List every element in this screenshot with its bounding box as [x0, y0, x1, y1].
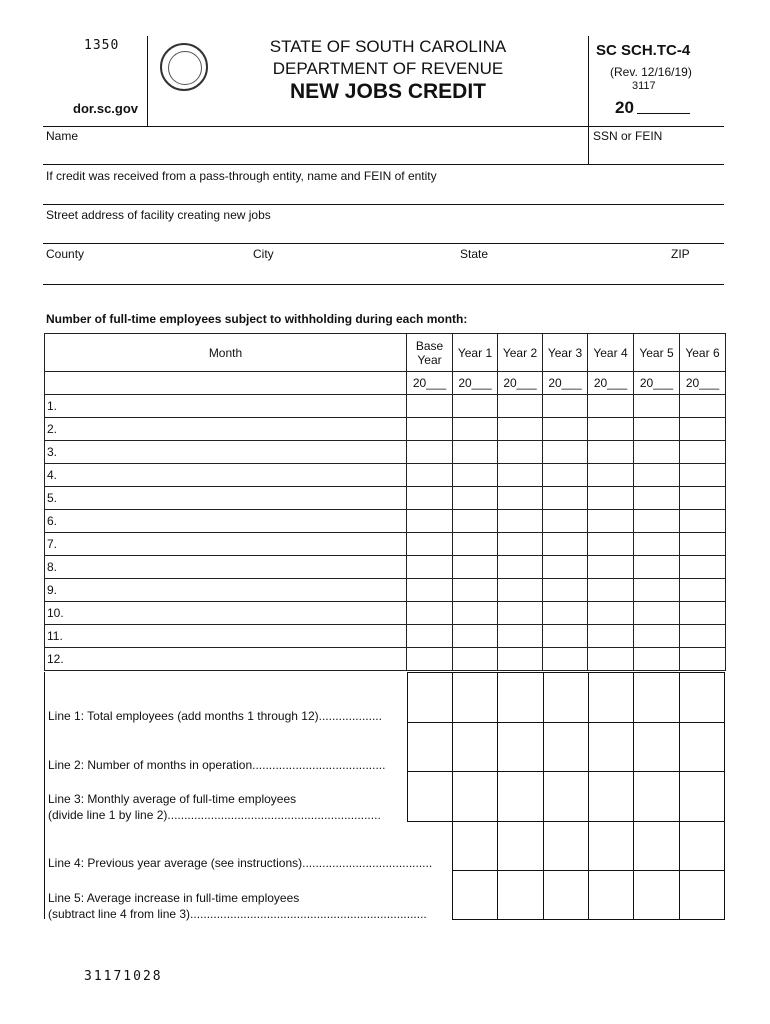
- month-value-cell[interactable]: [453, 648, 498, 671]
- header-divider-left: [147, 36, 148, 126]
- year-3-header: Year 3: [543, 334, 588, 372]
- month-value-cell[interactable]: [543, 418, 588, 441]
- street-field-line[interactable]: [43, 243, 724, 244]
- month-value-cell[interactable]: [588, 556, 634, 579]
- zip-label: ZIP: [671, 247, 690, 261]
- summary-row-line: [407, 771, 725, 772]
- state-label: State: [460, 247, 489, 261]
- year-5-header: Year 5: [634, 334, 680, 372]
- month-value-cell[interactable]: [680, 487, 726, 510]
- month-value-cell[interactable]: [680, 556, 726, 579]
- month-value-cell[interactable]: [407, 648, 453, 671]
- summary-col-line: [633, 672, 634, 919]
- year-2-header: Year 2: [498, 334, 543, 372]
- revision-date: (Rev. 12/16/19): [610, 65, 692, 79]
- pass-through-label: If credit was received from a pass-through entity, name and FEIN of entity: [46, 169, 437, 183]
- month-value-cell[interactable]: [453, 533, 498, 556]
- month-label: 7.: [45, 533, 407, 556]
- month-label: 3.: [45, 441, 407, 464]
- line-3-label: Line 3: Monthly average of full-time employees: [48, 792, 297, 806]
- summary-top-border: [407, 672, 725, 673]
- summary-col-divider-b: [452, 672, 453, 919]
- month-value-cell[interactable]: [634, 533, 680, 556]
- month-value-cell[interactable]: [407, 441, 453, 464]
- summary-row-line: [452, 919, 725, 920]
- month-value-cell[interactable]: [453, 464, 498, 487]
- month-value-cell[interactable]: [407, 579, 453, 602]
- state-name: STATE OF SOUTH CAROLINA: [269, 37, 507, 56]
- month-value-cell[interactable]: [680, 510, 726, 533]
- year-1-header: Year 1: [453, 334, 498, 372]
- name-label: Name: [46, 129, 79, 143]
- month-value-cell[interactable]: [634, 579, 680, 602]
- month-value-cell[interactable]: [453, 418, 498, 441]
- summary-row-line: [407, 821, 725, 822]
- month-label: 6.: [45, 510, 407, 533]
- month-value-cell[interactable]: [498, 579, 543, 602]
- month-row: [45, 441, 726, 464]
- month-label: 9.: [45, 579, 407, 602]
- month-value-cell[interactable]: [543, 579, 588, 602]
- summary-col-line: [543, 672, 544, 919]
- month-row: [45, 464, 726, 487]
- month-value-cell[interactable]: [453, 487, 498, 510]
- header-divider-right: [588, 36, 589, 126]
- month-value-cell[interactable]: [407, 418, 453, 441]
- base-year-header: Base Year: [407, 334, 453, 372]
- month-label: 8.: [45, 556, 407, 579]
- month-value-cell[interactable]: [407, 602, 453, 625]
- ssn-fein-label: SSN or FEIN: [593, 129, 663, 143]
- month-value-cell[interactable]: [634, 648, 680, 671]
- month-value-cell[interactable]: [680, 648, 726, 671]
- name-field-line[interactable]: [43, 164, 724, 165]
- month-label: 10.: [45, 602, 407, 625]
- month-label: 12.: [45, 648, 407, 671]
- month-label: 4.: [45, 464, 407, 487]
- form-code: 1350: [84, 38, 120, 53]
- state-seal-icon: [160, 43, 208, 91]
- month-value-cell[interactable]: [498, 487, 543, 510]
- month-row: [45, 487, 726, 510]
- month-value-cell[interactable]: [634, 487, 680, 510]
- month-value-cell[interactable]: [588, 487, 634, 510]
- line-1-label: Line 1: Total employees (add months 1 through 12)...................: [48, 709, 382, 723]
- city-label: City: [253, 247, 274, 261]
- summary-col-line: [679, 672, 680, 919]
- month-value-cell[interactable]: [588, 579, 634, 602]
- month-value-cell[interactable]: [588, 602, 634, 625]
- pass-through-field-line[interactable]: [43, 204, 724, 205]
- ssn-divider: [588, 126, 589, 164]
- month-value-cell[interactable]: [407, 533, 453, 556]
- month-value-cell[interactable]: [634, 464, 680, 487]
- summary-left-border: [44, 672, 45, 919]
- month-row: [45, 533, 726, 556]
- month-value-cell[interactable]: [588, 418, 634, 441]
- month-value-cell[interactable]: [498, 648, 543, 671]
- month-value-cell[interactable]: [453, 510, 498, 533]
- barcode-number: 31171028: [84, 969, 163, 984]
- month-row: [45, 602, 726, 625]
- month-value-cell[interactable]: [543, 648, 588, 671]
- summary-row-line: [407, 722, 725, 723]
- month-value-cell[interactable]: [680, 533, 726, 556]
- summary-row-line: [452, 870, 725, 871]
- year-blank-5[interactable]: 20___: [634, 372, 680, 395]
- tax-year-blank[interactable]: [637, 113, 690, 114]
- year-blank-2[interactable]: 20___: [498, 372, 543, 395]
- month-value-cell[interactable]: [588, 464, 634, 487]
- month-label: 11.: [45, 625, 407, 648]
- month-value-cell[interactable]: [543, 464, 588, 487]
- month-value-cell[interactable]: [634, 441, 680, 464]
- month-value-cell[interactable]: [498, 625, 543, 648]
- year-4-header: Year 4: [588, 334, 634, 372]
- table-heading: Number of full-time employees subject to withholding during each month:: [46, 312, 468, 326]
- month-label: 2.: [45, 418, 407, 441]
- revision-number: 3117: [632, 80, 656, 92]
- line-5-sublabel: (subtract line 4 from line 3).......................................................................: [48, 907, 427, 921]
- month-value-cell[interactable]: [680, 464, 726, 487]
- month-label: 1.: [45, 395, 407, 418]
- month-value-cell[interactable]: [498, 510, 543, 533]
- month-label: 5.: [45, 487, 407, 510]
- address-field-line[interactable]: [43, 284, 724, 285]
- month-value-cell[interactable]: [588, 648, 634, 671]
- year-blank-row: [45, 372, 726, 395]
- header-bottom-rule: [43, 126, 724, 127]
- month-row: [45, 418, 726, 441]
- website: dor.sc.gov: [73, 101, 139, 116]
- month-value-cell[interactable]: [498, 441, 543, 464]
- year-6-header: Year 6: [680, 334, 726, 372]
- month-row: [45, 510, 726, 533]
- month-value-cell[interactable]: [634, 418, 680, 441]
- month-value-cell[interactable]: [634, 556, 680, 579]
- year-blank-3[interactable]: 20___: [543, 372, 588, 395]
- month-value-cell[interactable]: [407, 625, 453, 648]
- department-name: DEPARTMENT OF REVENUE: [272, 59, 504, 78]
- month-value-cell[interactable]: [543, 625, 588, 648]
- month-value-cell[interactable]: [543, 556, 588, 579]
- month-value-cell[interactable]: [407, 556, 453, 579]
- line-2-label: Line 2: Number of months in operation........................................: [48, 758, 386, 772]
- month-value-cell[interactable]: [634, 395, 680, 418]
- tax-year-prefix: 20: [615, 98, 634, 117]
- month-value-cell[interactable]: [588, 625, 634, 648]
- month-value-cell[interactable]: [407, 487, 453, 510]
- month-value-cell[interactable]: [453, 395, 498, 418]
- month-value-cell[interactable]: [543, 395, 588, 418]
- month-value-cell[interactable]: [543, 441, 588, 464]
- line-4-label: Line 4: Previous year average (see instructions).......................................: [48, 856, 433, 870]
- form-id: SC SCH.TC-4: [596, 42, 691, 59]
- year-blank-1[interactable]: 20___: [453, 372, 498, 395]
- month-value-cell[interactable]: [498, 556, 543, 579]
- line-5-label: Line 5: Average increase in full-time employees: [48, 891, 300, 905]
- county-label: County: [46, 247, 85, 261]
- month-value-cell[interactable]: [634, 602, 680, 625]
- summary-col-line: [588, 672, 589, 919]
- month-value-cell[interactable]: [543, 510, 588, 533]
- month-value-cell[interactable]: [680, 602, 726, 625]
- summary-col-divider-a: [407, 672, 408, 822]
- month-row: [45, 556, 726, 579]
- summary-col-line: [724, 672, 725, 919]
- month-row: [45, 625, 726, 648]
- month-row: [45, 579, 726, 602]
- month-value-cell[interactable]: [453, 602, 498, 625]
- month-value-cell[interactable]: [498, 602, 543, 625]
- month-value-cell[interactable]: [680, 625, 726, 648]
- month-value-cell[interactable]: [634, 510, 680, 533]
- month-value-cell[interactable]: [680, 395, 726, 418]
- month-value-cell[interactable]: [543, 533, 588, 556]
- month-value-cell[interactable]: [588, 533, 634, 556]
- year-blank-4[interactable]: 20___: [588, 372, 634, 395]
- year-blank-base[interactable]: 20___: [407, 372, 453, 395]
- month-value-cell[interactable]: [453, 441, 498, 464]
- month-value-cell[interactable]: [543, 487, 588, 510]
- employee-count-table: [44, 333, 726, 671]
- month-value-cell[interactable]: [498, 464, 543, 487]
- month-row: [45, 648, 726, 671]
- month-value-cell[interactable]: [453, 556, 498, 579]
- month-value-cell[interactable]: [588, 395, 634, 418]
- month-header: Month: [45, 334, 407, 372]
- month-value-cell[interactable]: [498, 533, 543, 556]
- month-row: [45, 395, 726, 418]
- month-value-cell[interactable]: [680, 579, 726, 602]
- month-value-cell[interactable]: [588, 510, 634, 533]
- month-value-cell[interactable]: [680, 418, 726, 441]
- month-value-cell[interactable]: [407, 395, 453, 418]
- month-value-cell[interactable]: [407, 464, 453, 487]
- month-value-cell[interactable]: [407, 510, 453, 533]
- month-value-cell[interactable]: [634, 625, 680, 648]
- month-value-cell[interactable]: [453, 579, 498, 602]
- form-title: NEW JOBS CREDIT: [289, 80, 486, 103]
- street-label: Street address of facility creating new jobs: [46, 208, 271, 222]
- summary-col-line: [497, 672, 498, 919]
- month-value-cell[interactable]: [453, 625, 498, 648]
- month-value-cell[interactable]: [498, 418, 543, 441]
- month-value-cell[interactable]: [588, 441, 634, 464]
- line-3-sublabel: (divide line 1 by line 2)................................................................: [48, 808, 381, 822]
- month-value-cell[interactable]: [543, 602, 588, 625]
- month-value-cell[interactable]: [498, 395, 543, 418]
- table-header-row: [45, 334, 726, 372]
- month-value-cell[interactable]: [680, 441, 726, 464]
- year-blank-6[interactable]: 20___: [680, 372, 726, 395]
